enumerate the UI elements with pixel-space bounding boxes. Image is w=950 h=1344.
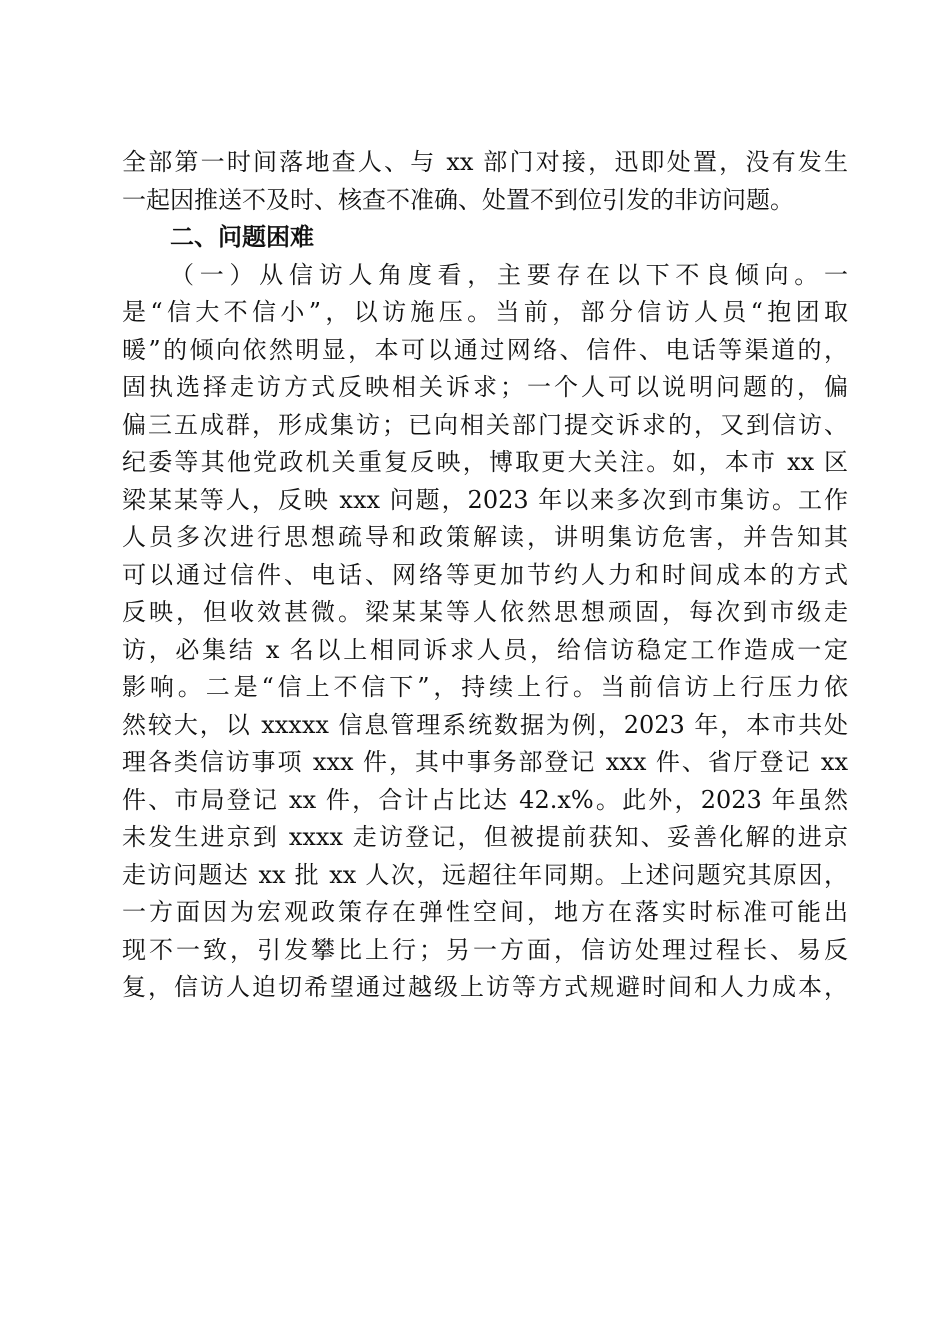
text-line: 走访问题达 xx 批 xx 人次，远超往年同期。上述问题究其原因， (122, 860, 848, 889)
text-line: 梁某某等人，反映 xxx 问题，2023 年以来多次到市集访。工作 (122, 485, 848, 514)
text-line: 纪委等其他党政机关重复反映，博取更大关注。如，本市 xx 区 (122, 448, 848, 476)
text-line: 现不一致，引发攀比上行；另一方面，信访处理过程长、易反 (122, 935, 848, 964)
text-line: 是“信大不信小”，以访施压。当前，部分信访人员“抱团取 (122, 298, 848, 326)
text-line: 反映，但收效甚微。梁某某等人依然思想顽固，每次到市级走 (122, 598, 848, 626)
text-line: 固执选择走访方式反映相关诉求；一个人可以说明问题的，偏 (122, 373, 848, 401)
body-text (122, 144, 848, 1007)
text-line: 暖”的倾向依然明显，本可以通过网络、信件、电话等渠道的， (122, 335, 848, 364)
text-line: 一方面因为宏观政策存在弹性空间，地方在落实时标准可能出 (122, 898, 848, 926)
text-line: 人员多次进行思想疏导和政策解读，讲明集访危害，并告知其 (122, 523, 848, 551)
text-line: 访，必集结 x 名以上相同诉求人员，给信访稳定工作造成一定 (122, 635, 848, 664)
text-line: 件、市局登记 xx 件，合计占比达 42.x%。此外，2023 年虽然 (122, 785, 848, 814)
text-line: 全部第一时间落地查人、与 xx 部门对接，迅即处置，没有发生 (122, 148, 848, 176)
text-line: 可以通过信件、电话、网络等更加节约人力和时间成本的方式 (122, 560, 848, 589)
text-line: 然较大，以 xxxxx 信息管理系统数据为例，2023 年，本市共处 (122, 710, 848, 739)
text-line: 偏三五成群，形成集访；已向相关部门提交诉求的，又到信访、 (122, 410, 848, 439)
section-heading: 二、问题困难 (170, 223, 314, 251)
text-line: 影响。二是“信上不信下”，持续上行。当前信访上行压力依 (122, 673, 848, 701)
text-line: 复，信访人迫切希望通过越级上访等方式规避时间和人力成本， (122, 973, 848, 1001)
text-line: 未发生进京到 xxxx 走访登记，但被提前获知、妥善化解的进京 (122, 823, 848, 851)
text-line: 理各类信访事项 xxx 件，其中事务部登记 xxx 件、省厅登记 xx (122, 748, 848, 776)
text-line: 一起因推送不及时、核查不准确、处置不到位引发的非访问题。 (122, 185, 794, 214)
paragraph-first-line: （一）从信访人角度看，主要存在以下不良倾向。一 (170, 260, 848, 289)
